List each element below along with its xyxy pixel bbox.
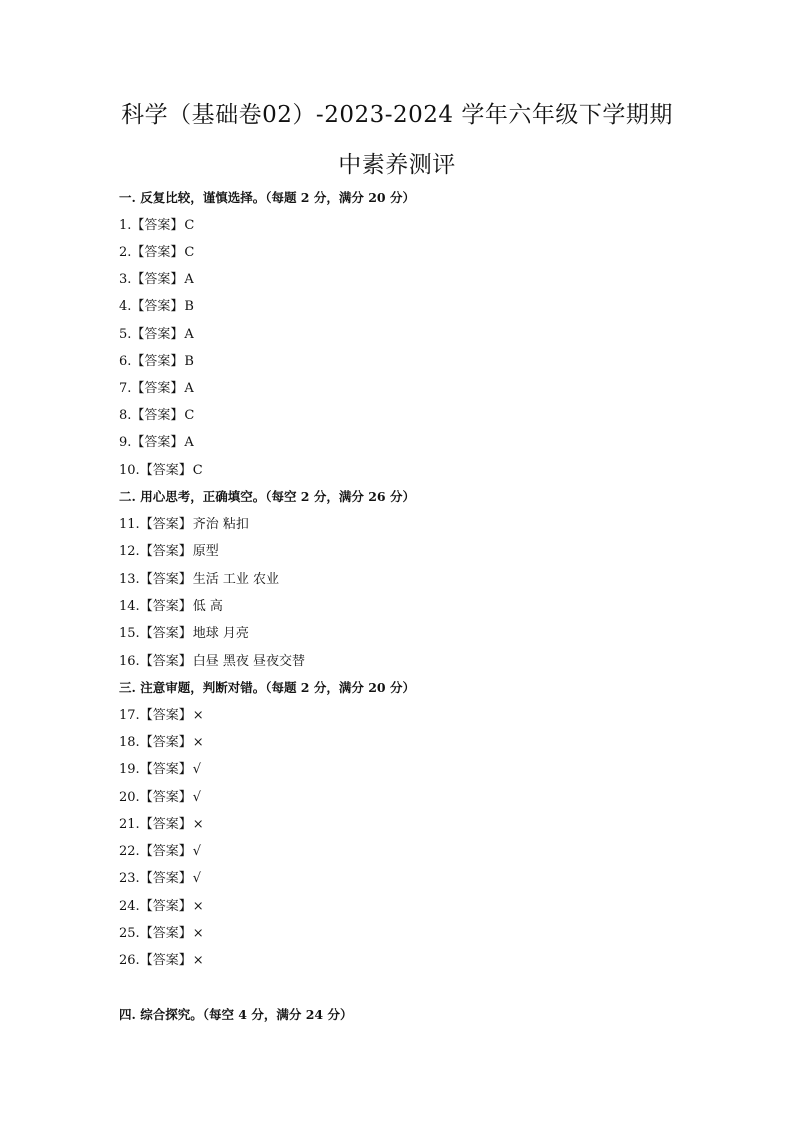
answer-row-7	[119, 381, 194, 397]
answer-row-3	[119, 272, 194, 288]
answer-row-18	[119, 735, 204, 751]
document-title-line2: 中素养测评	[338, 152, 456, 178]
answer-number: 20.	[119, 790, 140, 805]
answer-row-1	[119, 218, 194, 234]
answer-tag: 【答案】	[139, 544, 192, 559]
section-heading-2: 二. 用心思考，正确填空。（每空 2 分，满分 26 分）	[119, 489, 415, 504]
section-heading-1: 一. 反复比较，谨慎选择。（每题 2 分，满分 20 分）	[119, 190, 415, 205]
answer-value: √	[192, 790, 201, 805]
answer-value: ×	[192, 708, 204, 723]
answer-tag: 【答案】	[139, 899, 192, 914]
answer-row-22	[119, 844, 201, 860]
answer-value: C	[184, 408, 195, 423]
answer-value: 白昼 黑夜 昼夜交替	[192, 654, 305, 669]
answer-number: 22.	[119, 844, 140, 859]
answer-value: A	[184, 272, 194, 287]
answer-row-6	[119, 354, 194, 370]
answer-number: 9.	[119, 435, 132, 450]
answer-number: 7.	[119, 381, 132, 396]
answer-tag: 【答案】	[139, 708, 192, 723]
answer-number: 16.	[119, 654, 140, 669]
answer-tag: 【答案】	[139, 953, 192, 968]
answer-number: 25.	[119, 926, 140, 941]
answer-number: 12.	[119, 544, 140, 559]
answer-tag: 【答案】	[139, 926, 192, 941]
answer-tag: 【答案】	[131, 435, 184, 450]
answer-row-11	[119, 517, 249, 533]
answer-number: 4.	[119, 299, 132, 314]
answer-number: 17.	[119, 708, 140, 723]
answer-number: 23.	[119, 871, 140, 886]
answer-number: 24.	[119, 899, 140, 914]
answer-value: B	[184, 354, 194, 369]
answer-row-24	[119, 899, 204, 915]
answer-row-25	[119, 926, 204, 942]
answer-row-13	[119, 572, 279, 588]
answer-value: 生活 工业 农业	[192, 572, 279, 587]
answer-tag: 【答案】	[131, 354, 184, 369]
answer-value: ×	[192, 735, 204, 750]
answer-number: 18.	[119, 735, 140, 750]
answer-value: A	[184, 435, 194, 450]
answer-number: 2.	[119, 245, 132, 260]
answer-row-26	[119, 953, 204, 969]
answer-tag: 【答案】	[131, 327, 184, 342]
answer-row-14	[119, 599, 223, 615]
answer-row-21	[119, 817, 204, 833]
answer-row-20	[119, 790, 201, 806]
answer-row-2	[119, 245, 194, 261]
answer-value: √	[192, 762, 201, 777]
answer-value: A	[184, 381, 194, 396]
answer-value: B	[184, 299, 194, 314]
answer-row-15	[119, 626, 249, 642]
answer-tag: 【答案】	[139, 463, 192, 478]
answer-row-12	[119, 544, 219, 560]
answer-row-4	[119, 299, 194, 315]
answer-number: 26.	[119, 953, 140, 968]
answer-number: 11.	[119, 517, 140, 532]
answer-number: 6.	[119, 354, 132, 369]
answer-value: 低 高	[192, 599, 223, 614]
answer-number: 21.	[119, 817, 140, 832]
answer-number: 5.	[119, 327, 132, 342]
answer-value: ×	[192, 899, 204, 914]
answer-number: 13.	[119, 572, 140, 587]
answer-tag: 【答案】	[131, 299, 184, 314]
answer-value: √	[192, 844, 201, 859]
answer-value: C	[184, 218, 195, 233]
answer-number: 3.	[119, 272, 132, 287]
answer-tag: 【答案】	[139, 790, 192, 805]
answer-value: C	[184, 245, 195, 260]
answer-value: C	[192, 463, 203, 478]
answer-tag: 【答案】	[139, 817, 192, 832]
answer-row-16	[119, 654, 305, 670]
answer-value: 地球 月亮	[192, 626, 249, 641]
answer-value: 齐治 粘扣	[192, 517, 249, 532]
answer-tag: 【答案】	[131, 272, 184, 287]
answer-tag: 【答案】	[131, 408, 184, 423]
answer-row-10	[119, 463, 203, 479]
answer-value: √	[192, 871, 201, 886]
answer-row-19	[119, 762, 201, 778]
answer-value: 原型	[192, 544, 219, 559]
answer-row-23	[119, 871, 201, 887]
answer-number: 10.	[119, 463, 140, 478]
answer-tag: 【答案】	[139, 626, 192, 641]
answer-tag: 【答案】	[139, 762, 192, 777]
answer-number: 1.	[119, 218, 132, 233]
section-heading-4: 四. 综合探究。（每空 4 分，满分 24 分）	[119, 1007, 353, 1022]
answer-number: 14.	[119, 599, 140, 614]
answer-value: ×	[192, 926, 204, 941]
answer-tag: 【答案】	[131, 245, 184, 260]
answer-tag: 【答案】	[139, 599, 192, 614]
answer-tag: 【答案】	[131, 381, 184, 396]
answer-tag: 【答案】	[139, 572, 192, 587]
document-title-line1: 科学（基础卷02）-2023-2024 学年六年级下学期期	[121, 102, 673, 128]
answer-tag: 【答案】	[139, 871, 192, 886]
answer-tag: 【答案】	[131, 218, 184, 233]
answer-tag: 【答案】	[139, 735, 192, 750]
answer-number: 8.	[119, 408, 132, 423]
answer-number: 19.	[119, 762, 140, 777]
answer-row-5	[119, 327, 194, 343]
answer-number: 15.	[119, 626, 140, 641]
answer-value: ×	[192, 953, 204, 968]
answer-tag: 【答案】	[139, 844, 192, 859]
answer-tag: 【答案】	[139, 654, 192, 669]
answer-row-9	[119, 435, 194, 451]
answer-row-17	[119, 708, 204, 724]
answer-row-8	[119, 408, 194, 424]
answer-value: ×	[192, 817, 204, 832]
answer-tag: 【答案】	[139, 517, 192, 532]
answer-value: A	[184, 327, 194, 342]
section-heading-3: 三. 注意审题，判断对错。（每题 2 分，满分 20 分）	[119, 680, 415, 695]
